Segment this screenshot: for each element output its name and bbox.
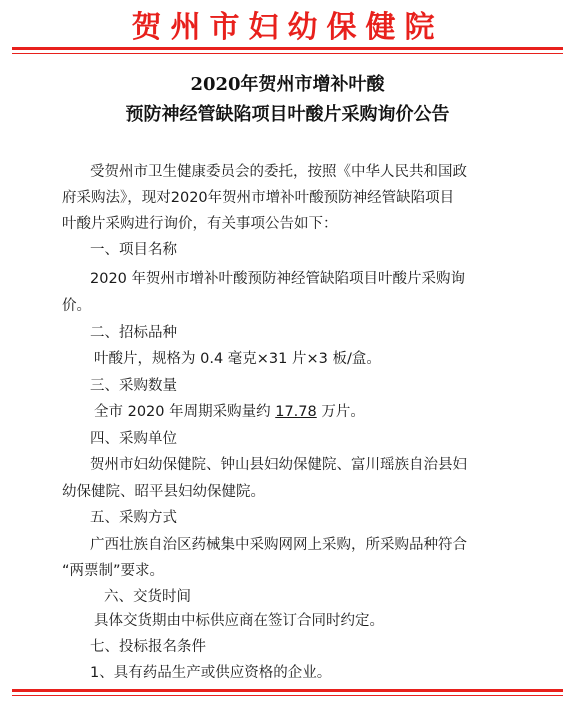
intro-line-1: 受贺州市卫生健康委员会的委托，按照《中华人民共和国政	[90, 164, 467, 180]
letterhead-rule-thin	[12, 53, 563, 54]
section-6-heading: 六、交货时间	[104, 589, 191, 605]
letterhead-rule-thick	[12, 47, 563, 50]
section-5-heading: 五、采购方式	[90, 510, 177, 526]
section-4-text-2: 幼保健院、昭平县妇幼保健院。	[62, 484, 265, 500]
footer-rule-thick	[12, 689, 563, 692]
section-5-text-2: “两票制”要求。	[62, 563, 165, 579]
section-4-text-1: 贺州市妇幼保健院、钟山县妇幼保健院、富川瑶族自治县妇	[90, 457, 467, 473]
section-3-text-pre: 全市 2020 年周期采购量约	[94, 404, 276, 420]
section-7-text-1: 1、具有药品生产或供应资格的企业。	[90, 665, 332, 681]
document-title-line-1: 2020年贺州市增补叶酸	[190, 74, 385, 95]
section-1-text-2: 价。	[62, 298, 91, 314]
section-3-quantity-value: 17.78	[275, 404, 317, 420]
section-3-heading: 三、采购数量	[90, 378, 177, 394]
section-1-text-1: 2020 年贺州市增补叶酸预防神经管缺陷项目叶酸片采购询	[90, 271, 466, 287]
section-1-heading: 一、项目名称	[90, 242, 177, 258]
section-2-heading: 二、招标品种	[90, 325, 177, 341]
section-7-heading: 七、投标报名条件	[90, 639, 206, 655]
intro-line-2: 府采购法》，现对2020年贺州市增补叶酸预防神经管缺陷项目	[62, 190, 455, 206]
document-title-line-2: 预防神经管缺陷项目叶酸片采购询价公告	[125, 104, 450, 125]
letterhead-org-name: 贺州市妇幼保健院	[131, 10, 444, 45]
section-3-text-post: 万片。	[316, 404, 365, 420]
intro-line-3: 叶酸片采购进行询价，有关事项公告如下：	[62, 216, 338, 232]
section-6-text-1: 具体交货期由中标供应商在签订合同时约定。	[94, 613, 384, 629]
section-2-text-1: 叶酸片，规格为 0.4 毫克×31 片×3 板/盒。	[94, 351, 381, 367]
section-4-heading: 四、采购单位	[90, 431, 177, 447]
section-3-text-1	[94, 400, 365, 421]
section-5-text-1: 广西壮族自治区药械集中采购网网上采购，所采购品种符合	[90, 537, 467, 553]
footer-rule-thin	[12, 695, 563, 696]
